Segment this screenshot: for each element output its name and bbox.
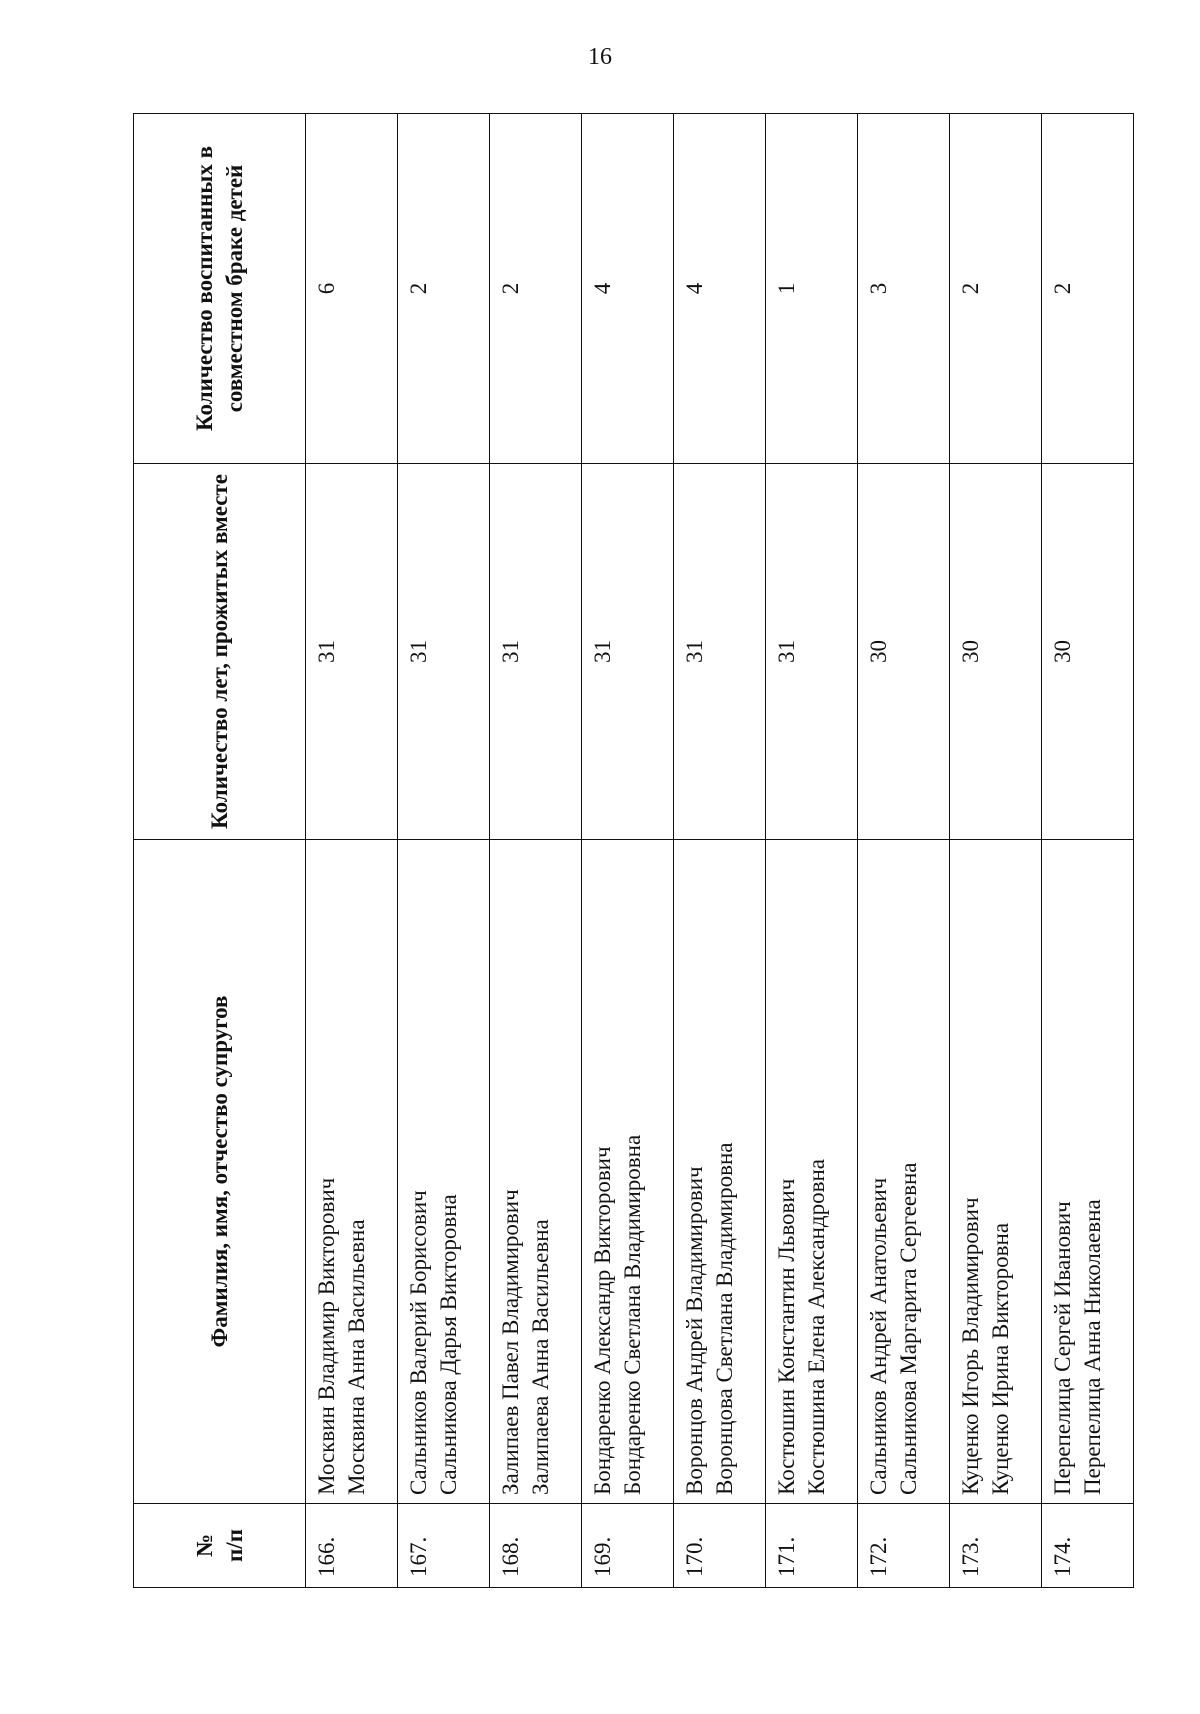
wife-name: Сальникова Маргарита Сергеевна [895, 1162, 921, 1495]
table-row [398, 114, 490, 1588]
wife-name: Воронцова Светлана Владимировна [711, 1142, 737, 1495]
row-number: 171. [766, 1504, 858, 1588]
row-number: 167. [398, 1504, 490, 1588]
table-body [306, 114, 1134, 1588]
spouse-names [306, 840, 398, 1504]
table-row [674, 114, 766, 1588]
table-row [1042, 114, 1134, 1588]
husband-name: Куценко Игорь Владимирович [958, 1197, 983, 1495]
husband-name: Сальников Андрей Анатольевич [866, 1177, 891, 1495]
row-number: 168. [490, 1504, 582, 1588]
spouse-names [858, 840, 950, 1504]
children-count: 3 [858, 114, 950, 464]
spouse-names [490, 840, 582, 1504]
row-number: 169. [582, 1504, 674, 1588]
years-together: 30 [1042, 464, 1134, 840]
spouse-names [674, 840, 766, 1504]
husband-name: Воронцов Андрей Владимирович [682, 1166, 707, 1495]
husband-name: Сальников Валерий Борисович [406, 1190, 431, 1495]
table-row [306, 114, 398, 1588]
spouse-names [1042, 840, 1134, 1504]
wife-name: Залипаева Анна Васильевна [527, 1219, 553, 1495]
spouse-names [766, 840, 858, 1504]
row-number: 173. [950, 1504, 1042, 1588]
table-row [858, 114, 950, 1588]
row-number: 170. [674, 1504, 766, 1588]
row-number: 166. [306, 1504, 398, 1588]
page-number: 16 [588, 44, 612, 70]
husband-name: Бондаренко Александр Викторович [590, 1146, 615, 1495]
spouse-names [398, 840, 490, 1504]
table-header-row [134, 114, 306, 1588]
children-count: 2 [1042, 114, 1134, 464]
header-names: Фамилия, имя, отчество супругов [134, 840, 306, 1504]
table-row [582, 114, 674, 1588]
header-children: Количество воспитанных в совместном браке детей [134, 114, 306, 464]
wife-name: Бондаренко Светлана Владимировна [619, 1134, 645, 1495]
years-together: 31 [398, 464, 490, 840]
children-count: 1 [766, 114, 858, 464]
husband-name: Перепелица Сергей Иванович [1050, 1201, 1075, 1495]
years-together: 31 [674, 464, 766, 840]
children-count: 6 [306, 114, 398, 464]
wife-name: Москвина Анна Васильевна [343, 1219, 369, 1495]
children-count: 4 [674, 114, 766, 464]
wife-name: Перепелица Анна Николаевна [1079, 1199, 1105, 1495]
header-num-line-2: п/п [221, 1529, 247, 1562]
header-years: Количество лет, прожитых вместе [134, 464, 306, 840]
rotated-table-container [133, 114, 1134, 1588]
years-together: 31 [766, 464, 858, 840]
header-num-line-1: № [191, 1533, 217, 1558]
children-count: 4 [582, 114, 674, 464]
husband-name: Москвин Владимир Викторович [314, 1177, 339, 1495]
row-number: 174. [1042, 1504, 1134, 1588]
years-together: 31 [306, 464, 398, 840]
header-num [134, 1504, 306, 1588]
wife-name: Куценко Ирина Викторовна [987, 1222, 1013, 1495]
children-count: 2 [950, 114, 1042, 464]
husband-name: Костюшин Константин Львович [774, 1178, 799, 1495]
children-count: 2 [490, 114, 582, 464]
table-row [950, 114, 1042, 1588]
spouses-table [133, 113, 1134, 1588]
years-together: 31 [490, 464, 582, 840]
wife-name: Костюшина Елена Александровна [803, 1159, 829, 1495]
children-count: 2 [398, 114, 490, 464]
table-row [490, 114, 582, 1588]
spouse-names [950, 840, 1042, 1504]
husband-name: Залипаев Павел Владимирович [498, 1189, 523, 1495]
years-together: 30 [950, 464, 1042, 840]
years-together: 31 [582, 464, 674, 840]
table-row [766, 114, 858, 1588]
years-together: 30 [858, 464, 950, 840]
wife-name: Сальникова Дарья Викторовна [435, 1194, 461, 1495]
spouse-names [582, 840, 674, 1504]
row-number: 172. [858, 1504, 950, 1588]
